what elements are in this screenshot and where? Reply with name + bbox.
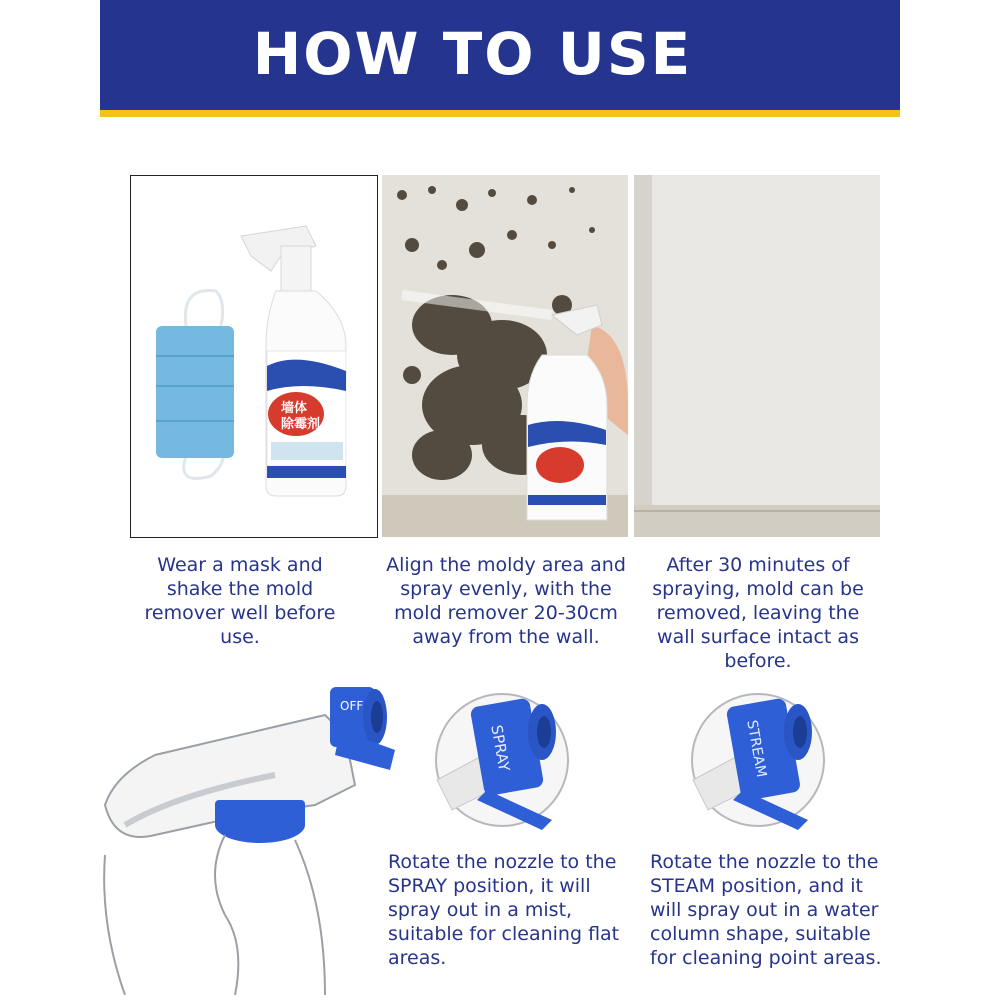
step-2-photo (382, 175, 628, 537)
off-label: OFF (340, 699, 364, 713)
spray-nozzle-closeup (432, 690, 572, 835)
header-stripe (100, 110, 900, 117)
svg-text:墙体: 墙体 (281, 401, 308, 416)
step-3-photo (634, 175, 880, 537)
step-2-caption: Align the moldy area and spray evenly, with the mold remover 20-30cm away from the wall. (386, 554, 626, 648)
step-3-caption: After 30 minutes of spraying, mold can be removed, leaving the wall surface intact as before. (652, 554, 864, 672)
spray-caption: Rotate the nozzle to the SPRAY position, it will spray out in a mist, suitable for cleaning flat areas. (388, 851, 620, 969)
stream-nozzle-closeup (688, 690, 828, 835)
step-1-caption: Wear a mask and shake the mold remover well before use. (144, 554, 336, 648)
spray-label: SPRAY (487, 723, 514, 773)
page-title: HOW TO USE (252, 20, 693, 88)
sprayer-illustration (95, 675, 395, 1000)
stream-label: STREAM (743, 718, 770, 779)
step-1-photo (130, 175, 378, 538)
steam-caption: Rotate the nozzle to the STEAM position, and it will spray out in a water column shape, suitable for cleaning point areas. (650, 851, 882, 969)
svg-text:除霉剂: 除霉剂 (281, 417, 321, 432)
